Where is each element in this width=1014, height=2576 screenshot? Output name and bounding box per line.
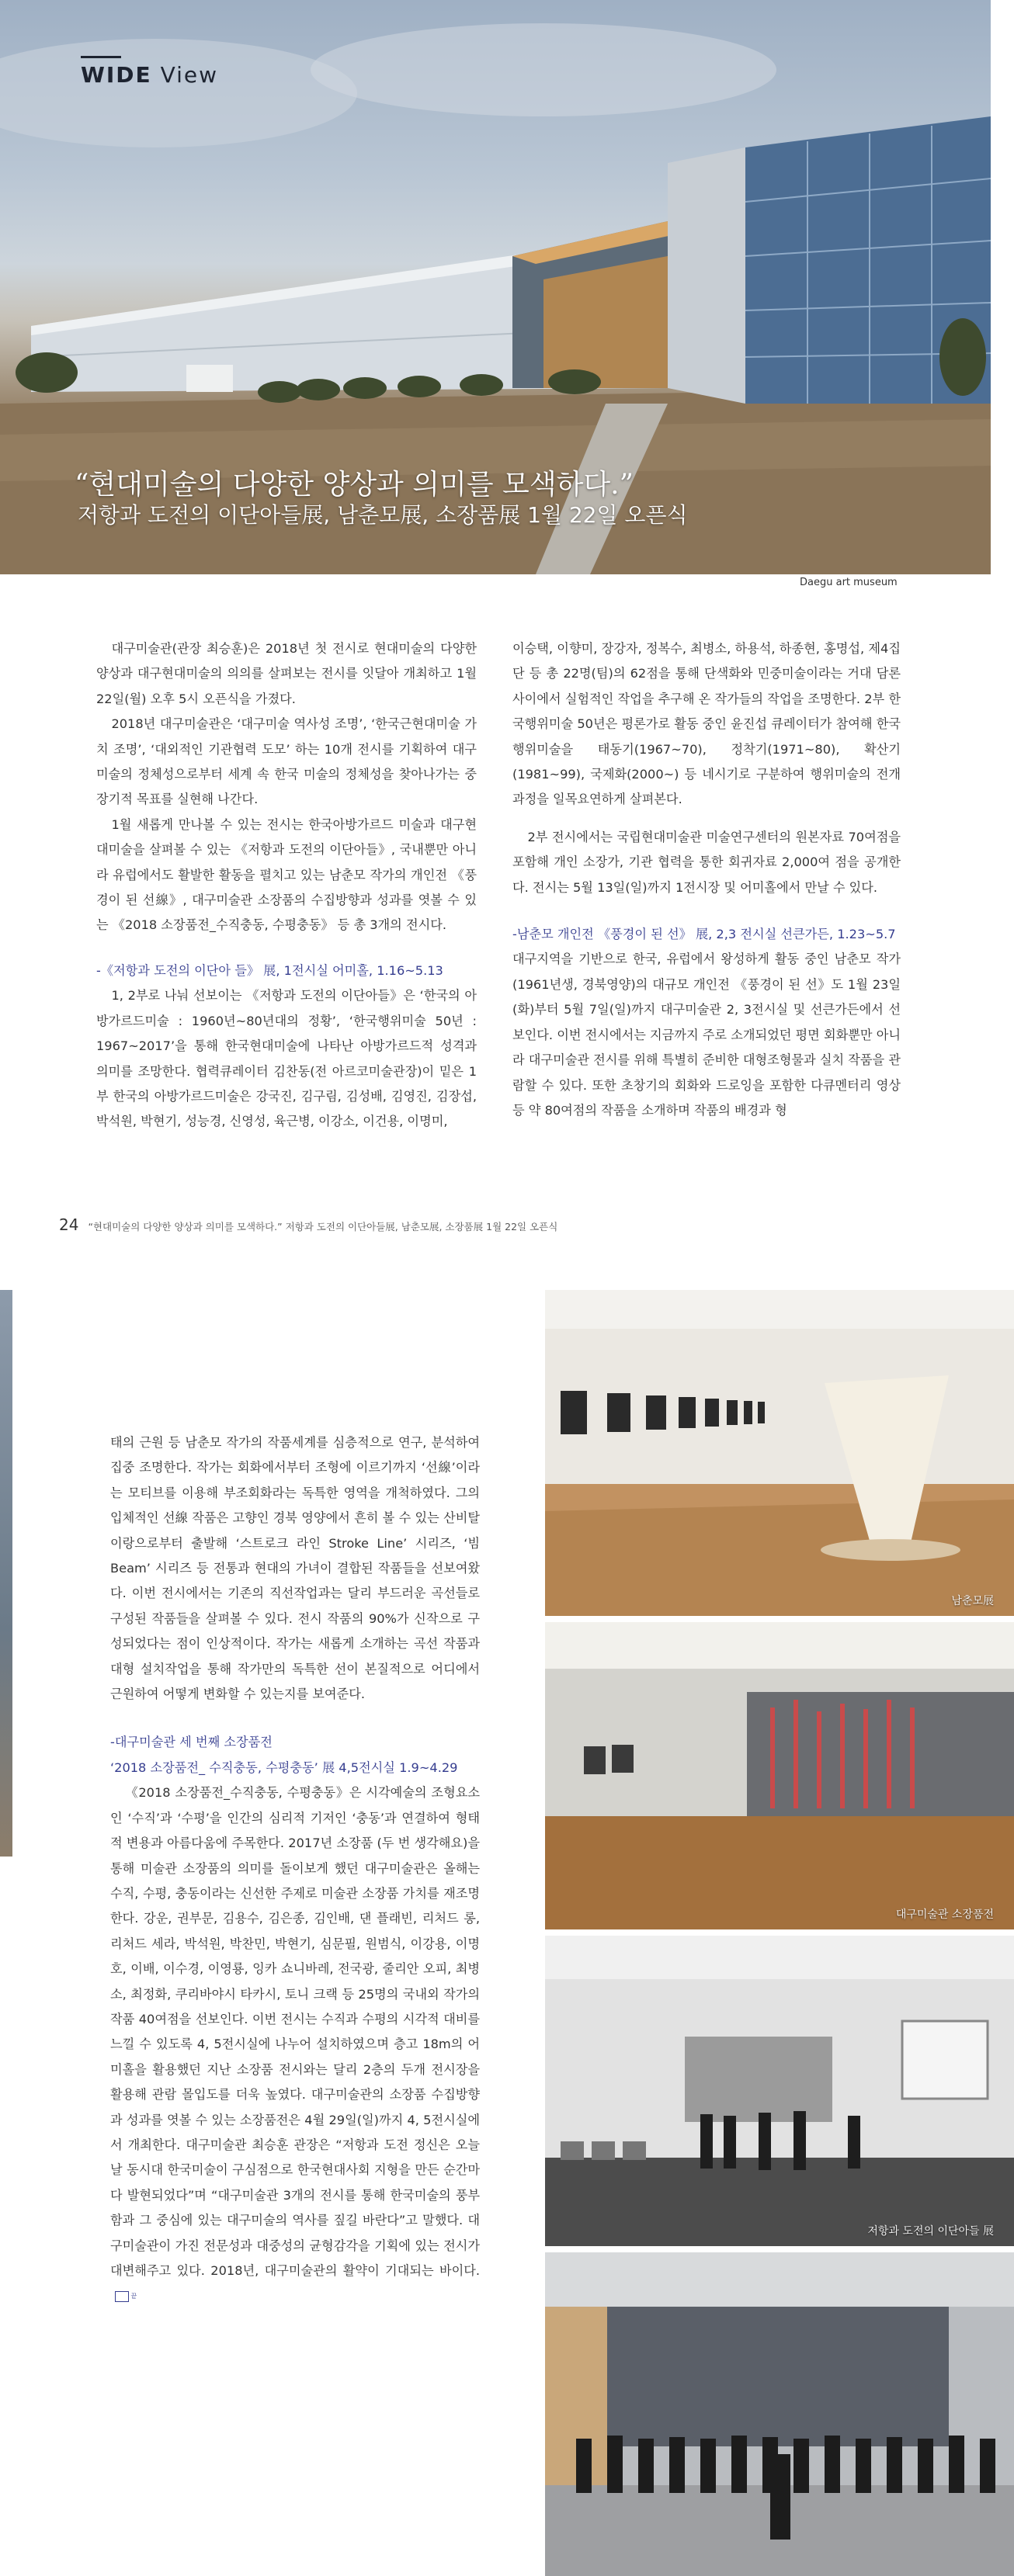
photo-opening-ceremony [545,2252,1014,2576]
page-footer [59,1215,557,1234]
photo-avant-garde-exhibition [545,1936,1014,2246]
footer-text: “현대미술의 다양한 양상과 의미를 모색하다.” 저항과 도전의 이단아들展, 남춘모展, 소장품展 1월 22일 오픈식 [88,1221,558,1233]
paragraph: 대구미술관(관장 최승훈)은 2018년 첫 전시로 현대미술의 다양한 양상과 대구현대미술의 의의를 살펴보는 전시를 잇달아 개최하고 1월 22일(월) 오후 5시 오픈식을 가졌다. [96,641,477,706]
end-mark-icon: 끝 [115,2291,129,2302]
paragraph: 《2018 소장품전_수직충동, 수평충동》은 시각예술의 조형요소인 ‘수직’과 ‘수평’을 인간의 심리적 기저인 ‘충동’과 연결하여 형태적 변용과 아름다움에 주목한다. 2017년 소장품 (두 번 생각해요)을 통해 미술관 소장품의 의미를 돌이보게 했던 대구미술관은 올해는 수직, 수평, 충동이라는 신선한 주제로 미술관 소장품 가치를 재조명 한다. 강운, 권부문, 김용수, 김은종, 김인배, 댄 플래빈, 리처드 롱, 리처드 세라, 박석원, 박찬민, 박현기, 심문필, 원범식, 이강용, 이명호, 이배, 이수경, 이영룡, 잉카 쇼니바레, 전국광, 줄리안 오피, 최병소, 최정화, 쿠리바야시 타카시, 토니 크랙 등 25명의 국내외 작가의 작품 40여점을 선보인다. 이번 전시는 수직과 수평의 시각적 대비를 느낄 수 있도록 4, 5전시실에 나누어 설치하였으며 층고 18m의 어미홀을 활용했던 지난 소장품 전시와는 달리 2층의 두개 전시장을 활용해 관람 몰입도를 더욱 높였다. 대구미술관의 소장품 수집방향과 성과를 엿볼 수 있는 소장품전은 4월 29일(일)까지 4, 5전시실에서 개최한다. 대구미술관 최승훈 관장은 “저항과 도전 정신은 오늘날 동시대 한국미술이 구심점으로 한국현대사회 지형을 만든 순간마다 발현되었다”며 “대구미술관 3개의 전시를 통해 한국미술의 풍부함과 그 중심에 있는 대구미술의 역사를 짚길 바란다”고 말했다. 대구미술관이 가진 전문성과 대중성의 균형감각을 기획에 있는 전시가 대변해주고 있다. 2018년, 대구미술관의 활약이 기대되는 바이다.끝 [110,1780,480,2309]
section-label: WIDE View [81,62,219,88]
left-edge-photo-strip [0,1290,12,1857]
hero-caption: Daegu art museum [800,577,898,588]
section-heading: -《저항과 도전의 이단아 들》 展, 1전시실 어미홀, 1.16~5.13 [96,962,443,978]
photo-collection-exhibition [545,1622,1014,1929]
paragraph: 2부 전시에서는 국립현대미술관 미술연구센터의 원본자료 70여점을 포함해 개인 소장가, 기관 협력을 통한 회귀자료 2,000여 점을 공개한다. 전시는 5월 13일(일)까지 1전시장 및 어미홀에서 만날 수 있다. [512,829,901,895]
photo-caption: 저항과 도전의 이단아들 展 [867,2225,994,2238]
paragraph: 2018년 대구미술관은 ‘대구미술 역사성 조명’, ‘한국근현대미술 가치 조명’, ‘대외적인 기관협력 도모’ 하는 10개 전시를 기획하여 대구미술의 정체성으로부터 세계 속 한국 미술의 정체성을 찾아나가는 중장기적 목표를 실현해 나간다. [96,716,477,807]
paragraph: 이승택, 이향미, 장강자, 정복수, 최병소, 하용석, 하종현, 홍명섭, 제4집단 등 총 22명(팀)의 62점을 통해 단색화와 민중미술이라는 거대 담론 사이에서 실험적인 작업을 추구해 온 작가들의 작업을 조명한다. 2부 한국행위미술 50년은 평론가로 활동 중인 윤진섭 큐레이터가 참여해 한국행위미술을 태동기(1967~70), 정착기(1971~80), 확산기(1981~99), 국제화(2000~) 등 네시기로 구분하여 행위미술의 전개 과정을 일목요연하게 살펴본다. [512,641,901,807]
paragraph: 대구지역을 기반으로 한국, 유럽에서 왕성하게 활동 중인 남춘모 작가(1961년생, 경북영양)의 대규모 개인전 《풍경이 된 선》도 1월 23일(화)부터 5월 7일(일)까지 대구미술관 2, 3전시실 및 선큰가든에서 선보인다. 이번 전시에서는 지금까지 주로 소개되었던 평면 회화뿐만 아니라 대구미술관 전시를 위해 특별히 준비한 대형조형물과 실치 작품을 관람할 수 있다. 또한 초창기의 회화와 드로잉을 포함한 다큐멘터리 영상 등 약 80여점의 작품을 소개하며 작품의 배경과 형 [512,952,901,1118]
section-heading: -남춘모 개인전 《풍경이 된 선》 展, 2,3 전시실 선큰가든, 1.23~5.7 [512,927,896,942]
section-heading: ‘2018 소장품전_ 수직충동, 수평충동’ 展 4,5전시실 1.9~4.29 [110,1760,458,1775]
paragraph: 1월 새롭게 만나볼 수 있는 전시는 한국아방가르드 미술과 대구현대미술을 살펴볼 수 있는 《저항과 도전의 이단아들》, 국내뿐만 아니라 유럽에서도 활발한 활동을 펼치고 있는 남춘모 작가의 개인전 《풍경이 된 선線》, 대구미술관 소장품의 수집방향과 성과를 엿볼 수 있는 《2018 소장품전_수직충동, 수평충동》 등 총 3개의 전시다. [96,816,477,933]
left-column [96,636,477,1135]
paragraph: 1, 2부로 나눠 선보이는 《저항과 도전의 이단아들》은 ‘한국의 아방가르드미술 : 1960년~80년대의 정황’, ‘한국행위미술 50년 : 1967~2017’을 통해 한국현대미술에 나타난 아방가르드적 성격과 의미를 조망한다. 협력큐레이터 김찬동(전 아르코미술관장)이 밑은 1부 한국의 아방가르드미술은 강국진, 김구림, 김성배, 김영진, 김장섭, 박석원, 박현기, 성능경, 신영성, 육근병, 이강소, 이건용, 이명미, [96,988,477,1129]
section-heading: -대구미술관 세 번째 소장품전 [110,1735,273,1750]
paragraph: 태의 근원 등 남춘모 작가의 작품세계를 심층적으로 연구, 분석하여 집중 조명한다. 작가는 회화에서부터 조형에 이르기까지 ‘선線’이라는 모티브를 이용해 부조회화라는 독특한 영역을 개척하였다. 그의 입체적인 선線 작품은 고향인 경북 영양에서 흔히 볼 수 있는 산비탈 이랑으로부터 출발해 ‘스트로크 라인 Stroke Line’ 시리즈, ‘빔 Beam’ 시리즈 등 전통과 현대의 가녀이 결합된 작품들을 선보여왔다. 이번 전시에서는 기존의 직선작업과는 달리 부드러운 곡선들로 구성된 작품들을 살펴볼 수 있다. 전시 작품의 90%가 신작으로 구성되었다는 점이 인상적이다. 작가는 새롭게 소개하는 곡선 작품과 대형 설치작업을 통해 작가만의 독특한 선이 본질적으로 어디에서 근원하여 어떻게 변화할 수 있는지를 보여준다. [110,1435,480,1702]
right-column [512,636,901,1123]
photo-caption: 대구미술관 소장품전 [895,1909,994,1921]
photo-nam-choon-mo-exhibition [545,1290,1014,1616]
hero-subtitle: 저항과 도전의 이단아들展, 남춘모展, 소장품展 1월 22일 오픈식 [78,502,688,528]
photo-caption: 남춘모展 [951,1595,994,1607]
page-number: 24 [59,1215,79,1234]
hero-title: “현대미술의 다양한 양상과 의미를 모색하다.” [75,469,634,501]
page2-column [110,1430,480,2309]
wide-rule [81,56,121,58]
